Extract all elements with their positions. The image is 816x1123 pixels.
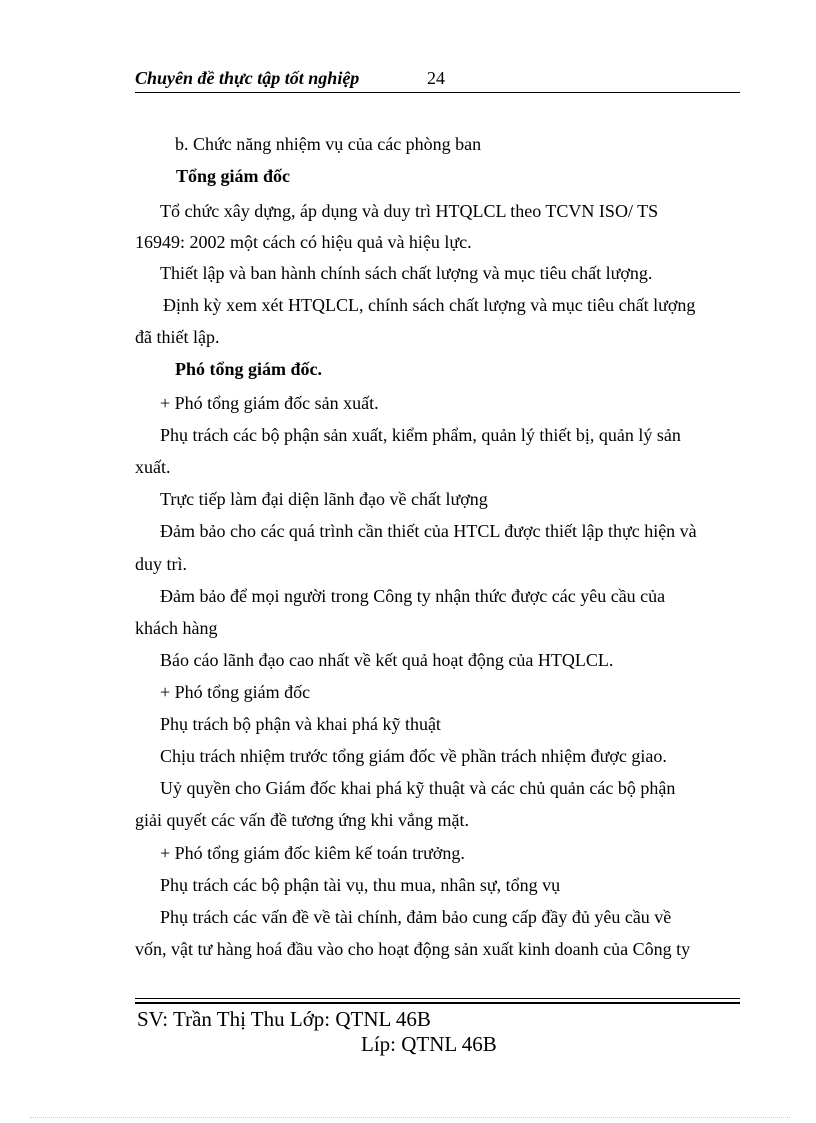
body-line: Thiết lập và ban hành chính sách chất lượng và mục tiêu chất lượng. (160, 263, 653, 283)
footer-divider-thick (135, 1002, 740, 1004)
body-line: Đảm bảo để mọi người trong Công ty nhận thức được các yêu cầu của (160, 586, 666, 606)
footer-divider-thin (135, 998, 740, 999)
body-line: Chịu trách nhiệm trước tổng giám đốc về phần trách nhiệm được giao. (160, 746, 667, 766)
header-divider (135, 92, 740, 93)
body-line: khách hàng (135, 618, 218, 638)
body-line: + Phó tổng giám đốc (160, 682, 311, 702)
body-line: vốn, vật tư hàng hoá đầu vào cho hoạt động sản xuất kinh doanh của Công ty (135, 939, 691, 959)
body-line: Uỷ quyền cho Giám đốc khai phá kỹ thuật và các chủ quản các bộ phận (160, 778, 676, 798)
body-line: + Phó tổng giám đốc kiêm kế toán trưởng. (160, 843, 465, 863)
subheading-tong-giam-doc: Tổng giám đốc (176, 166, 291, 186)
section-heading: b. Chức năng nhiệm vụ của các phòng ban (175, 134, 482, 154)
page-bottom-dotted-line (30, 1117, 790, 1118)
body-line: + Phó tổng giám đốc sản xuất. (160, 393, 379, 413)
page-number: 24 (427, 68, 445, 88)
body-line: Đảm bảo cho các quá trình cần thiết của HTCL được thiết lập thực hiện và (160, 521, 697, 541)
subheading-pho-tong-giam-doc: Phó tổng giám đốc. (175, 359, 323, 379)
header-title: Chuyên đề thực tập tốt nghiệp (135, 68, 360, 88)
footer-student-info: SV: Trần Thị Thu Lớp: QTNL 46B (137, 1007, 431, 1031)
body-line: 16949: 2002 một cách có hiệu quả và hiệu lực. (135, 232, 472, 252)
body-line: đã thiết lập. (135, 327, 220, 347)
body-line: Phụ trách bộ phận và khai phá kỹ thuật (160, 714, 441, 734)
body-line: giải quyết các vấn đề tương ứng khi vắng mặt. (135, 810, 469, 830)
body-line: xuất. (135, 457, 171, 477)
body-line: Báo cáo lãnh đạo cao nhất về kết quả hoạt động của HTQLCL. (160, 650, 614, 670)
body-line: Tổ chức xây dựng, áp dụng và duy trì HTQLCL theo TCVN ISO/ TS (160, 201, 659, 221)
body-line: duy trì. (135, 554, 187, 574)
body-line: Phụ trách các bộ phận tài vụ, thu mua, nhân sự, tổng vụ (160, 875, 561, 895)
body-line: Phụ trách các vấn đề về tài chính, đảm bảo cung cấp đầy đủ yêu cầu về (160, 907, 672, 927)
footer-class-info: Líp: QTNL 46B (361, 1032, 497, 1056)
body-line: Định kỳ xem xét HTQLCL, chính sách chất lượng và mục tiêu chất lượng (163, 295, 696, 315)
body-line: Trực tiếp làm đại diện lãnh đạo về chất lượng (160, 489, 488, 509)
body-line: Phụ trách các bộ phận sản xuất, kiểm phẩm, quản lý thiết bị, quản lý sản (160, 425, 681, 445)
page-header (135, 68, 740, 92)
